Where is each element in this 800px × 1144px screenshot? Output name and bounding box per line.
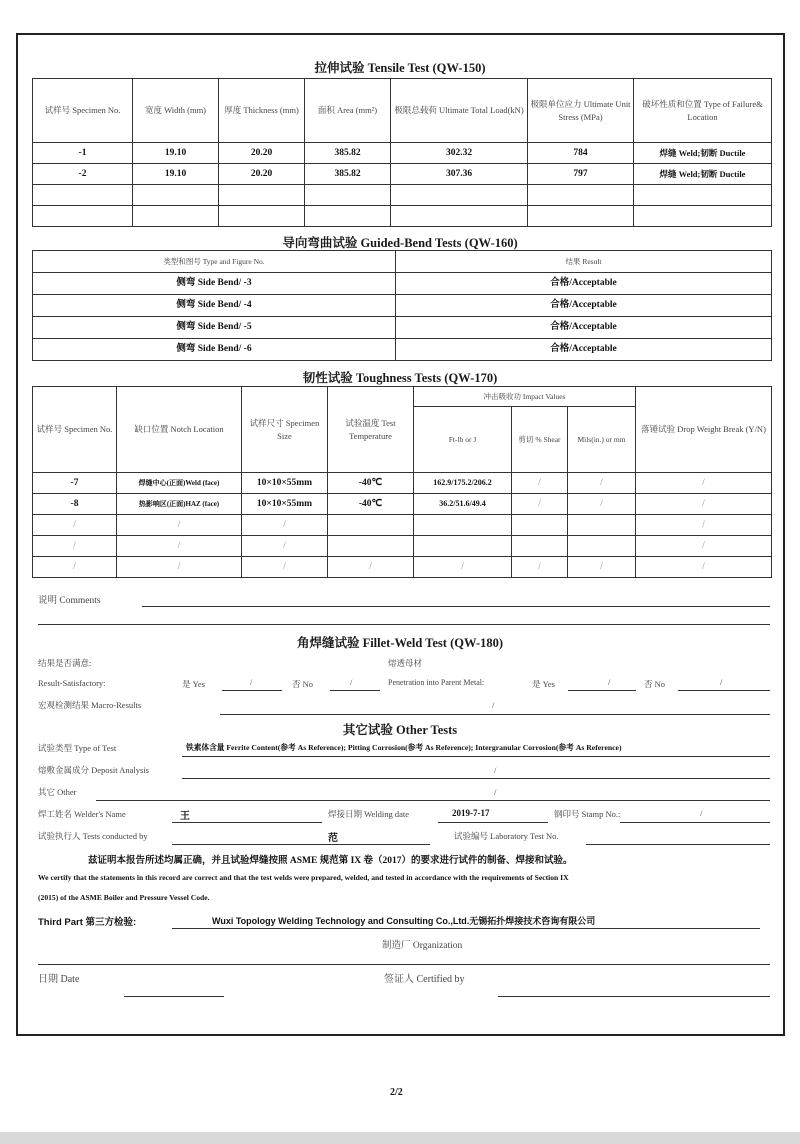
- welding-date-value: 2019-7-17: [452, 808, 490, 818]
- table-cell: 合格/Acceptable: [396, 339, 772, 361]
- table-cell: [512, 515, 568, 536]
- toughness-header: 冲击吸收功 Impact Values: [414, 387, 636, 407]
- table-cell: 焊缝中心(正面)Weld (face): [117, 473, 242, 494]
- table-cell: 36.2/51.6/49.4: [414, 494, 512, 515]
- table-cell: /: [636, 536, 772, 557]
- macro-results-line: [220, 714, 770, 715]
- deposit-analysis-label: 熔敷金属成分 Deposit Analysis: [38, 765, 149, 775]
- toughness-header: 试样尺寸 Specimen Size: [242, 387, 328, 473]
- table-cell: /: [33, 536, 117, 557]
- fillet-no-1-line: [330, 690, 380, 691]
- third-part-label: Third Part 第三方检验:: [38, 917, 137, 928]
- tensile-header: 破坏性质和位置 Type of Failure& Location: [634, 79, 772, 143]
- result-satisfactory-en: Result-Satisfactory:: [38, 678, 106, 688]
- toughness-header: 试样号 Specimen No.: [33, 387, 117, 473]
- tensile-header: 面积 Area (mm²): [305, 79, 391, 143]
- tensile-header: 极限单位应力 Ultimate Unit Stress (MPa): [528, 79, 634, 143]
- tensile-header: 厚度 Thickness (mm): [219, 79, 305, 143]
- conducted-by-label: 试验执行人 Tests conducted by: [38, 831, 148, 841]
- table-cell: [328, 536, 414, 557]
- table-cell: 19.10: [133, 164, 219, 185]
- stamp-no-value: /: [700, 808, 703, 818]
- tensile-header: 试样号 Specimen No.: [33, 79, 133, 143]
- table-cell: 162.9/175.2/206.2: [414, 473, 512, 494]
- table-cell: /: [33, 557, 117, 578]
- table-cell: 侧弯 Side Bend/ -5: [33, 317, 396, 339]
- type-of-test-line: [182, 756, 770, 757]
- table-cell: /: [636, 557, 772, 578]
- welder-name-value: 王: [180, 811, 190, 822]
- table-cell: 302.32: [391, 143, 528, 164]
- table-cell: /: [33, 515, 117, 536]
- bend-title: 导向弯曲试验 Guided-Bend Tests (QW-160): [282, 236, 518, 250]
- table-cell: /: [242, 536, 328, 557]
- tensile-title: 拉伸试验 Tensile Test (QW-150): [314, 61, 486, 75]
- comments-line: [142, 606, 770, 607]
- table-row: [33, 185, 772, 206]
- table-cell: [568, 515, 636, 536]
- table-cell: -40℃: [328, 494, 414, 515]
- toughness-header: Mils(in.) or mm: [568, 407, 636, 473]
- welder-name-line: [172, 822, 322, 823]
- bend-header-result: 结果 Result: [396, 251, 772, 273]
- bend-table: [32, 250, 772, 361]
- table-cell: 784: [528, 143, 634, 164]
- table-row: [33, 515, 772, 536]
- fillet-yes-1-value: /: [250, 677, 253, 687]
- type-of-test-label: 试验类型 Type of Test: [38, 743, 117, 753]
- third-part-line: [172, 928, 760, 929]
- table-cell: /: [568, 494, 636, 515]
- table-cell: 焊缝 Weld;韧断 Ductile: [634, 143, 772, 164]
- third-part-value: Wuxi Topology Welding Technology and Consulting Co.,Ltd.无锡拓扑焊接技术咨询有限公司: [212, 916, 596, 926]
- tensile-header: 宽度 Width (mm): [133, 79, 219, 143]
- fillet-no-2: 否 No: [644, 679, 666, 689]
- lab-test-no-label: 试验编号 Laboratory Test No.: [454, 831, 559, 841]
- table-cell: -1: [33, 143, 133, 164]
- table-cell: /: [568, 473, 636, 494]
- date-line: [124, 996, 224, 997]
- result-satisfactory-cn: 结果是否满意:: [38, 658, 92, 668]
- scroll-bottom-bar: [0, 1132, 800, 1144]
- table-cell: /: [117, 515, 242, 536]
- table-row: [33, 143, 772, 164]
- other-value: /: [494, 787, 497, 797]
- welding-date-label: 焊接日期 Welding date: [328, 809, 409, 819]
- table-cell: [328, 515, 414, 536]
- deposit-analysis-line: [182, 778, 770, 779]
- table-cell: /: [328, 557, 414, 578]
- certify-en-line2: (2015) of the ASME Boiler and Pressure Vessel Code.: [38, 893, 210, 902]
- table-cell: /: [512, 494, 568, 515]
- toughness-header: 剪切 % Shear: [512, 407, 568, 473]
- fillet-no-1: 否 No: [292, 679, 314, 689]
- table-row: [33, 339, 772, 361]
- table-cell: -2: [33, 164, 133, 185]
- table-cell: 侧弯 Side Bend/ -3: [33, 273, 396, 295]
- fillet-yes-2-value: /: [608, 677, 611, 687]
- table-cell: -8: [33, 494, 117, 515]
- other-tests-title: 其它试验 Other Tests: [342, 723, 458, 737]
- table-cell: /: [117, 557, 242, 578]
- table-row: [33, 317, 772, 339]
- table-cell: -40℃: [328, 473, 414, 494]
- stamp-no-line: [620, 822, 770, 823]
- table-cell: 307.36: [391, 164, 528, 185]
- table-row: [33, 473, 772, 494]
- date-label: 日期 Date: [38, 974, 80, 985]
- table-cell: [512, 536, 568, 557]
- table-cell: 385.82: [305, 164, 391, 185]
- table-cell: /: [636, 515, 772, 536]
- fillet-yes-2-line: [568, 690, 636, 691]
- table-row: [33, 273, 772, 295]
- macro-results-label: 宏观检测结果 Macro-Results: [38, 700, 142, 710]
- table-cell: -7: [33, 473, 117, 494]
- table-cell: [414, 536, 512, 557]
- stamp-no-label: 钢印号 Stamp No.:: [554, 809, 621, 819]
- organization-label: 制造厂 Organization: [382, 941, 463, 951]
- toughness-header: 缺口位置 Notch Location: [117, 387, 242, 473]
- table-cell: 侧弯 Side Bend/ -4: [33, 295, 396, 317]
- deposit-analysis-value: /: [494, 765, 497, 775]
- toughness-header: Ft-lb or J: [414, 407, 512, 473]
- table-cell: /: [512, 557, 568, 578]
- toughness-table: [32, 386, 772, 578]
- table-row: [33, 557, 772, 578]
- other-line: [96, 800, 770, 801]
- table-cell: 侧弯 Side Bend/ -6: [33, 339, 396, 361]
- table-cell: 10×10×55mm: [242, 494, 328, 515]
- table-cell: 20.20: [219, 143, 305, 164]
- table-cell: /: [242, 515, 328, 536]
- fillet-no-2-line: [678, 690, 770, 691]
- tensile-header-row: [33, 79, 772, 143]
- fillet-no-1-value: /: [350, 677, 353, 687]
- comments-label: 说明 Comments: [38, 596, 101, 606]
- bend-header-type: 类型和图号 Type and Figure No.: [33, 251, 396, 273]
- welder-name-label: 焊工姓名 Welder's Name: [38, 809, 126, 819]
- welding-date-line: [438, 822, 548, 823]
- table-cell: 10×10×55mm: [242, 473, 328, 494]
- other-label: 其它 Other: [38, 787, 77, 797]
- organization-line: [38, 964, 770, 965]
- page-number: 2/2: [390, 1087, 403, 1098]
- certified-by-line: [498, 996, 770, 997]
- table-cell: /: [636, 494, 772, 515]
- conducted-by-value: 范: [328, 833, 338, 844]
- table-cell: 焊缝 Weld;韧断 Ductile: [634, 164, 772, 185]
- fillet-yes-1: 是 Yes: [182, 679, 205, 689]
- table-cell: /: [414, 557, 512, 578]
- table-cell: 385.82: [305, 143, 391, 164]
- table-cell: 20.20: [219, 164, 305, 185]
- fillet-yes-1-line: [222, 690, 282, 691]
- conducted-by-line: [172, 844, 430, 845]
- table-row: [33, 295, 772, 317]
- table-cell: /: [512, 473, 568, 494]
- table-cell: 合格/Acceptable: [396, 295, 772, 317]
- table-cell: /: [636, 473, 772, 494]
- table-cell: 合格/Acceptable: [396, 273, 772, 295]
- table-cell: 797: [528, 164, 634, 185]
- fillet-no-2-value: /: [720, 677, 723, 687]
- table-row: [33, 164, 772, 185]
- tensile-table: [32, 78, 772, 227]
- fillet-yes-2: 是 Yes: [532, 679, 555, 689]
- table-row: [33, 536, 772, 557]
- certify-en-line1: We certify that the statements in this record are correct and that the test welds were prepared, welded, and tested in accordance with the requirements of Section IX: [38, 873, 569, 882]
- tensile-header: 极限总载荷 Ultimate Total Load(kN): [391, 79, 528, 143]
- lab-test-no-line: [586, 844, 770, 845]
- macro-results-value: /: [492, 700, 495, 710]
- penetration-en: Penetration into Parent Metal:: [388, 678, 485, 687]
- table-cell: [568, 536, 636, 557]
- table-cell: /: [568, 557, 636, 578]
- table-cell: 19.10: [133, 143, 219, 164]
- toughness-header: 试验温度 Test Temperature: [328, 387, 414, 473]
- table-cell: [414, 515, 512, 536]
- table-row: [33, 206, 772, 227]
- comments-line-2: [38, 624, 770, 625]
- table-cell: 热影响区(正面)HAZ (face): [117, 494, 242, 515]
- table-cell: 合格/Acceptable: [396, 317, 772, 339]
- table-cell: /: [242, 557, 328, 578]
- fillet-title: 角焊缝试验 Fillet-Weld Test (QW-180): [296, 636, 504, 650]
- certify-cn: 兹证明本报告所述均属正确，并且试验焊缝按照 ASME 规范第 IX 卷（2017）的要求进行试件的制备、焊接和试验。: [88, 856, 573, 866]
- penetration-cn: 熔透母材: [388, 658, 423, 668]
- table-row: [33, 494, 772, 515]
- table-cell: /: [117, 536, 242, 557]
- toughness-header: 落锤试验 Drop Weight Break (Y/N): [636, 387, 772, 473]
- toughness-title: 韧性试验 Toughness Tests (QW-170): [302, 371, 498, 385]
- certified-by-label: 签证人 Certified by: [384, 974, 465, 985]
- type-of-test-value: 铁素体含量 Ferrite Content(参考 As Reference); Pitting Corrosion(参考 As Reference); Intergranular Corrosion(参考 As Reference): [186, 743, 622, 752]
